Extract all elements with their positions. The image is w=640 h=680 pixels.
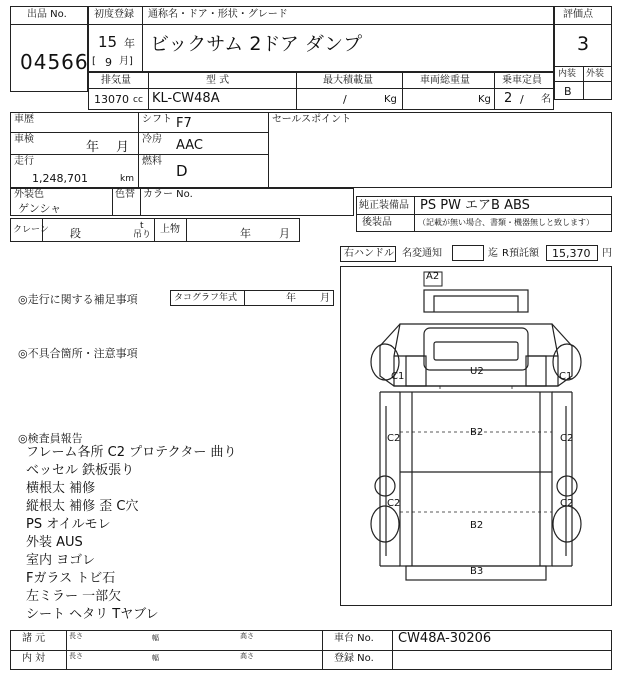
genuine-equipment-value: PS PW エアB ABS [420,198,530,213]
damage-mark: C1 [559,371,573,382]
capacity-slash: / [520,93,524,106]
shaken-label: 車検 [14,134,34,145]
recycle-label: R預託額 [502,248,539,259]
damage-mark: C2 [560,433,574,444]
damage-mark: C2 [387,433,401,444]
report-line: 左ミラー 一部欠 [26,589,122,604]
length-label-2: 長さ [69,652,83,660]
history-label: 車歴 [14,114,34,125]
report-line: ベッセル 鉄板張り [26,463,135,478]
capacity-unit: 名 [541,94,551,105]
fuel-value: D [176,162,188,180]
upper-year-unit: 年 [240,227,251,240]
lot-label: 出品 No. [27,9,67,20]
score-label: 評価点 [563,9,593,20]
first-reg-label: 初度登録 [94,9,134,20]
max-load-slash: / [343,93,347,106]
report-line: Fガラス トビ石 [26,571,116,586]
color-change-label: 色替 [115,189,135,200]
length-label-1: 長さ [69,632,83,640]
report-line: フレーム各所 C2 プロテクター 曲り [26,445,237,460]
sales-point-label: セールスポイント [272,114,352,125]
report-line: 横根太 補修 [26,481,96,496]
displacement-value: 13070 [94,93,129,106]
defect-notes-label: ◎不具合箇所・注意事項 [18,347,138,360]
exterior-label: 外装 [586,69,605,79]
width-label-1: 幅 [152,634,159,642]
aircon-label: 冷房 [142,134,162,145]
aftermarket-label: 後装品 [362,217,392,228]
capacity-value: 2 [504,91,513,106]
damage-mark: C2 [560,498,574,509]
tacho-year-unit: 年 [286,293,296,304]
damage-mark: B3 [470,566,484,577]
damage-mark: B2 [470,520,484,531]
report-line: 外装 AUS [26,535,83,550]
crane-ton-label: t [140,221,144,231]
model-label: 型 式 [206,75,230,86]
footer-naiji-label: 内 対 [22,653,46,664]
crane-box [10,218,300,242]
first-reg-month: 9 [105,56,112,69]
shift-value: F7 [176,116,192,131]
month-close: 月] [119,56,133,67]
name-change-label: 名変通知 [402,248,442,259]
model-code: KL-CW48A [152,91,220,106]
crane-dan-label: 段 [70,227,81,240]
report-line: PS オイルモレ [26,517,111,532]
damage-mark: U2 [470,366,484,377]
score-value: 3 [577,33,590,55]
name-label: 通称名・ドア・形状・グレード [148,9,288,20]
shaken-year-unit: 年 [86,140,100,155]
inspector-report-label: ◎検査員報告 [18,432,83,445]
damage-mark: A2 [426,271,440,282]
chassis-label: 車台 No. [334,633,374,644]
ext-color-value: ゲンシャ [18,202,62,215]
year-unit: 年 [124,37,135,50]
due-label: 迄 [488,248,498,259]
chassis-number: CW48A-30206 [398,631,492,646]
mileage-label: 走行 [14,156,34,167]
color-no-label: カラー No. [143,189,193,200]
yen-unit: 円 [602,248,612,259]
cc-unit: cc [133,95,143,105]
kg-unit-1: Kg [384,94,397,105]
width-label-2: 幅 [152,654,159,662]
kg-unit-2: Kg [478,94,491,105]
height-label-1: 高さ [240,632,254,640]
aircon-value: AAC [176,138,203,153]
upper-month-unit: 月 [279,227,290,240]
crane-tsuri-label: 吊り [133,230,152,240]
genuine-equipment-label: 純正装備品 [359,200,409,211]
right-hand-label: 右ハンドル [344,248,394,259]
recycle-amount: 15,370 [552,247,591,260]
ext-color-label: 外装色 [14,189,44,200]
footer-spec-label: 諸 元 [22,633,46,644]
fuel-label: 燃料 [142,156,162,167]
tacho-month-unit: 月 [320,293,330,304]
gross-weight-label: 車両総重量 [420,75,470,86]
lot-number: 04566 [20,50,89,74]
interior-label: 内装 [558,69,577,79]
model-name: ビックサム 2ドア ダンプ [150,33,363,55]
upper-body-label: 上物 [160,224,180,235]
month-open: [ [92,56,96,67]
capacity-label: 乗車定員 [502,75,542,86]
crane-label: クレーン [13,225,49,235]
interior-grade: B [564,85,572,98]
registration-label: 登録 No. [334,653,374,664]
height-label-2: 高さ [240,652,254,660]
damage-mark: C1 [391,371,405,382]
shift-label: シフト [142,114,172,125]
report-line: 室内 ヨゴレ [26,553,96,568]
mileage-value: 1,248,701 [32,172,88,185]
tacho-label: タコグラフ年式 [174,293,238,303]
report-line: シート ヘタリ Tヤブレ [26,607,159,622]
name-change-box [452,245,484,261]
displacement-label: 排気量 [101,75,131,86]
aftermarket-note: （記載が無い場合、書類・機器無しと致します） [418,218,594,227]
first-reg-year: 15 [98,33,118,51]
driving-notes-label: ◎走行に関する補足事項 [18,293,138,306]
max-load-label: 最大積載量 [323,75,373,86]
damage-mark: B2 [470,427,484,438]
shaken-month-unit: 月 [116,140,130,155]
report-line: 縦根太 補修 歪 C穴 [26,499,139,514]
damage-mark: C2 [387,498,401,509]
mileage-unit: km [120,174,134,184]
